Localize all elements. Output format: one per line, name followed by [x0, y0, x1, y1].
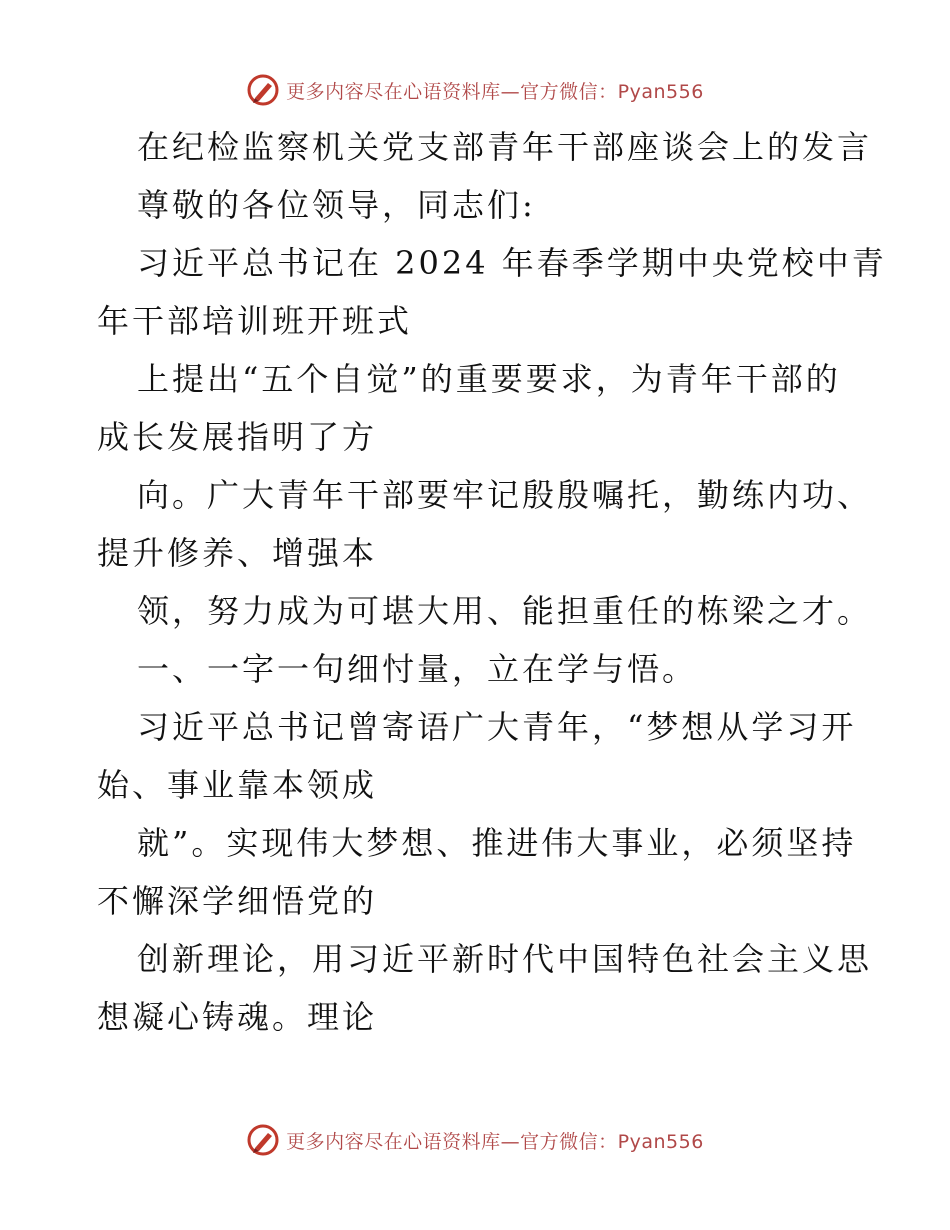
paragraph-line: 上提出“五个自觉”的重要要求，为青年干部的 — [137, 360, 841, 398]
paragraph-line: 习近平总书记曾寄语广大青年，“梦想从学习开 — [137, 708, 857, 746]
pen-circle-logo-icon — [246, 1123, 280, 1157]
pen-circle-logo-icon — [246, 73, 280, 107]
section-heading: 一、一字一句细忖量，立在学与悟。 — [137, 650, 698, 688]
header-banner — [0, 70, 950, 110]
paragraph-line: 想凝心铸魂。理论 — [97, 998, 378, 1036]
paragraph-line: 成长发展指明了方 — [97, 418, 378, 456]
paragraph-line: 就”。实现伟大梦想、推进伟大事业，必须坚持 — [137, 824, 857, 862]
paragraph-line: 创新理论，用习近平新时代中国特色社会主义思 — [137, 940, 873, 978]
paragraph-line: 向。广大青年干部要牢记殷殷嘱托，勤练内功、 — [137, 476, 873, 514]
banner-text: 更多内容尽在心语资料库—官方微信：Pyan556 — [286, 1130, 704, 1153]
document-title: 在纪检监察机关党支部青年干部座谈会上的发言 — [137, 128, 873, 166]
banner-text: 更多内容尽在心语资料库—官方微信：Pyan556 — [286, 80, 704, 103]
paragraph-line: 领，努力成为可堪大用、能担重任的栋梁之才。 — [137, 592, 873, 630]
paragraph-line: 提升修养、增强本 — [97, 534, 378, 572]
paragraph-line: 年干部培训班开班式 — [97, 302, 413, 340]
paragraph-line: 习近平总书记在 2024 年春季学期中央党校中青 — [137, 244, 887, 282]
paragraph-line: 不懈深学细悟党的 — [97, 882, 378, 920]
document-body — [97, 118, 887, 1046]
salutation: 尊敬的各位领导，同志们: — [137, 186, 536, 224]
paragraph-line: 始、事业靠本领成 — [97, 766, 378, 804]
footer-banner — [0, 1120, 950, 1160]
